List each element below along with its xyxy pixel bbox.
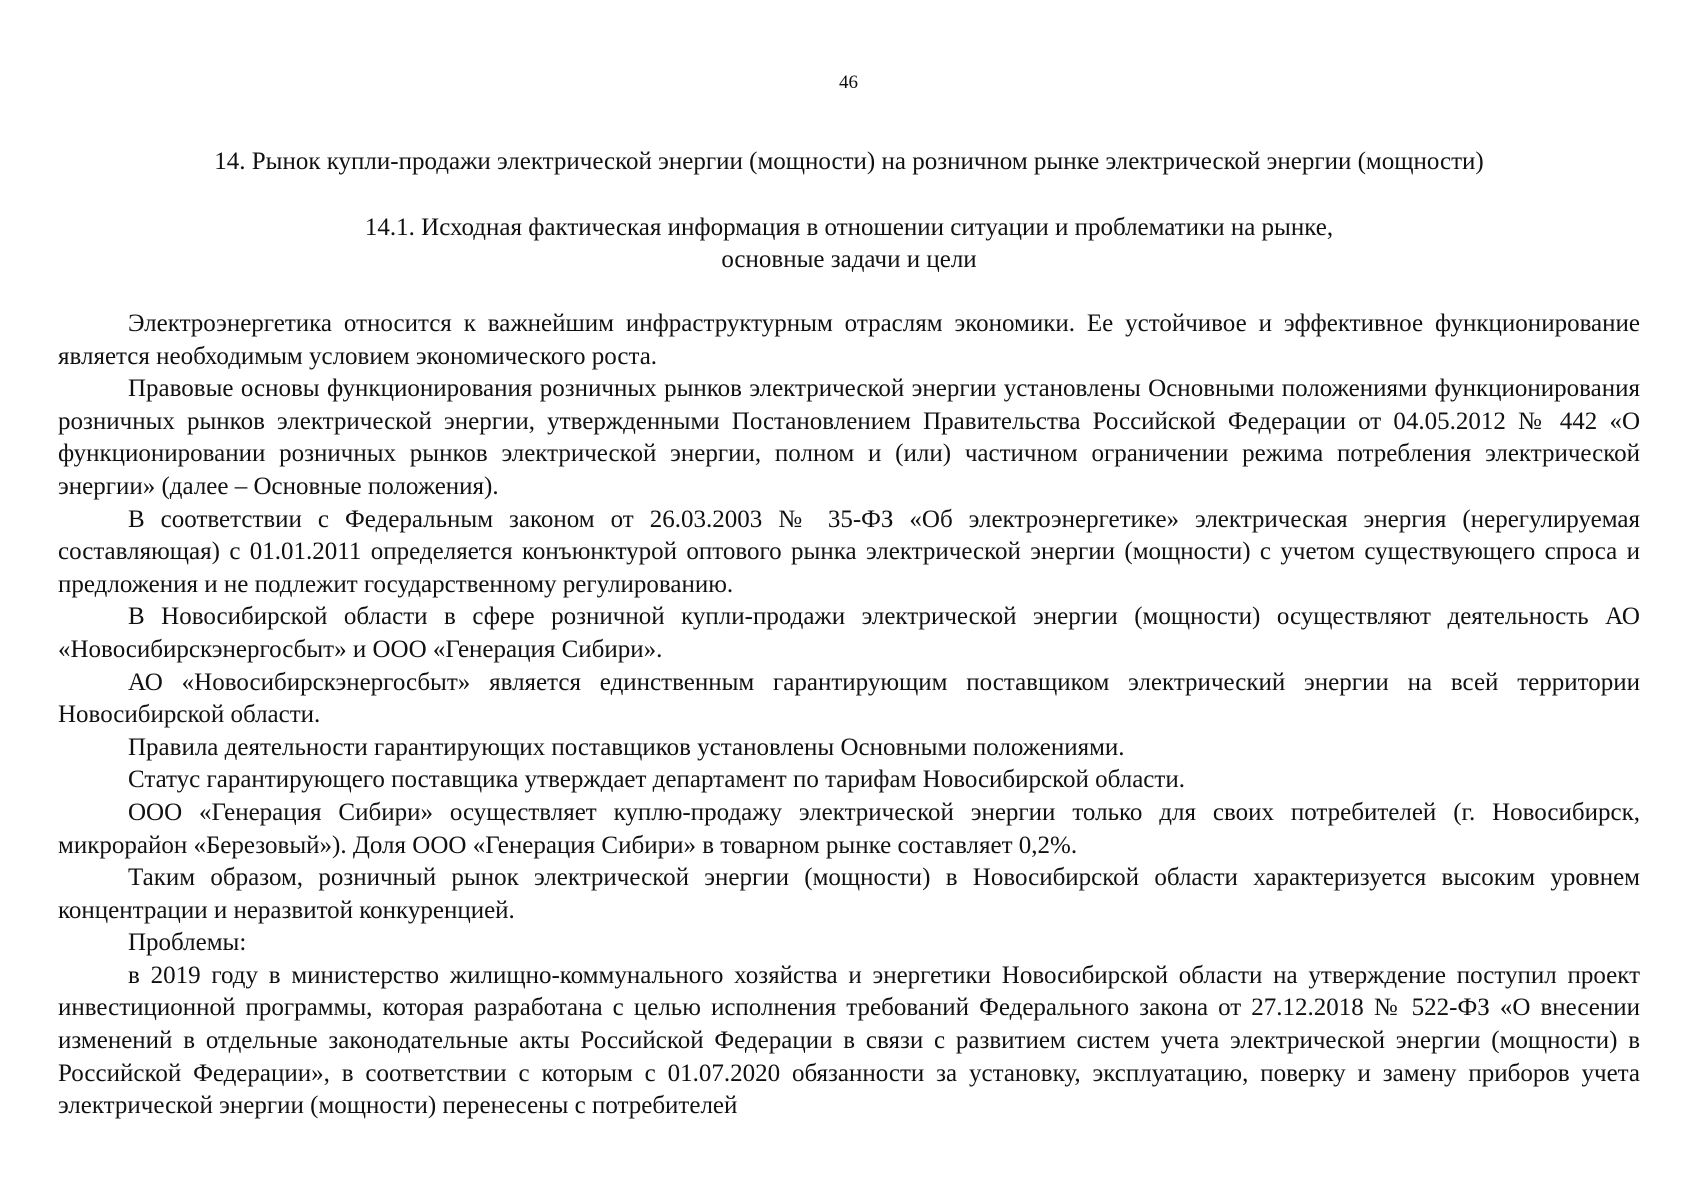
paragraph-2: Правовые основы функционирования розничных рынков электрической энергии установлены Основными положениями функционирования розничных рынков электрической энергии, утвержденными Постановлением Правительства Российской Федерации от 04.05.2012 № 442 «О функционировании розничных рынков электрической энергии, полном и (или) частичном ограничении режима потребления электрической энергии» (далее – Основные положения).: [58, 375, 1640, 500]
paragraph-11: в 2019 году в министерство жилищно-коммунального хозяйства и энергетики Новосибирской области на утверждение поступил проект инвестиционной программы, которая разработана с целью исполнения требований Федерального закона от 27.12.2018 № 522-ФЗ «О внесении изменений в отдельные законодательные акты Российской Федерации в связи с развитием систем учета электрической энергии (мощности) в Российской Федерации», в соответствии с которым с 01.07.2020 обязанности за установку, эксплуатацию, поверку и замену приборов учета электрической энергии (мощности) перенесены с потребителей: [58, 961, 1640, 1120]
paragraph-3: В соответствии с Федеральным законом от 26.03.2003 № 35-ФЗ «Об электроэнергетике» электрическая энергия (нерегулируемая составляющая) с 01.01.2011 определяется конъюнктурой оптового рынка электрической энергии (мощности) с учетом существующего спроса и предложения и не подлежит государственному регулированию.: [58, 505, 1640, 598]
paragraph-7: Статус гарантирующего поставщика утверждает департамент по тарифам Новосибирской области.: [128, 766, 1185, 794]
paragraph-10: Проблемы:: [128, 929, 247, 957]
paragraph-4: В Новосибирской области в сфере розничной купли-продажи электрической энергии (мощности) осуществляют деятельность АО «Новосибирскэнергосбыт» и ООО «Генерация Сибири».: [58, 603, 1640, 663]
paragraph-6: Правила деятельности гарантирующих поставщиков установлены Основными положениями.: [128, 733, 1125, 761]
subsection-heading-line-2: основные задачи и цели: [721, 246, 977, 273]
paragraph-9: Таким образом, розничный рынок электрической энергии (мощности) в Новосибирской области характеризуется высоким уровнем концентрации и неразвитой конкуренцией.: [58, 864, 1640, 924]
paragraph-1: Электроэнергетика относится к важнейшим инфраструктурным отраслям экономики. Ее устойчивое и эффективное функционирование является необходимым условием экономического роста.: [58, 310, 1640, 370]
subsection-heading-line-1: 14.1. Исходная фактическая информация в отношении ситуации и проблематики на рынке,: [364, 214, 1334, 241]
page-number: 46: [839, 72, 858, 93]
body-text: [58, 308, 1640, 1123]
paragraph-8: ООО «Генерация Сибири» осуществляет куплю-продажу электрической энергии только для своих потребителей (г. Новосибирск, микрорайон «Березовый»). Доля ООО «Генерация Сибири» в товарном рынке составляет 0,2%.: [58, 798, 1640, 859]
subsection-heading: [58, 212, 1640, 276]
section-heading: 14. Рынок купли-продажи электрической энергии (мощности) на розничном рынке электрической энергии (мощности): [214, 148, 1484, 175]
paragraph-5: АО «Новосибирскэнергосбыт» является единственным гарантирующим поставщиком электрический энергии на всей территории Новосибирской области.: [58, 668, 1640, 729]
